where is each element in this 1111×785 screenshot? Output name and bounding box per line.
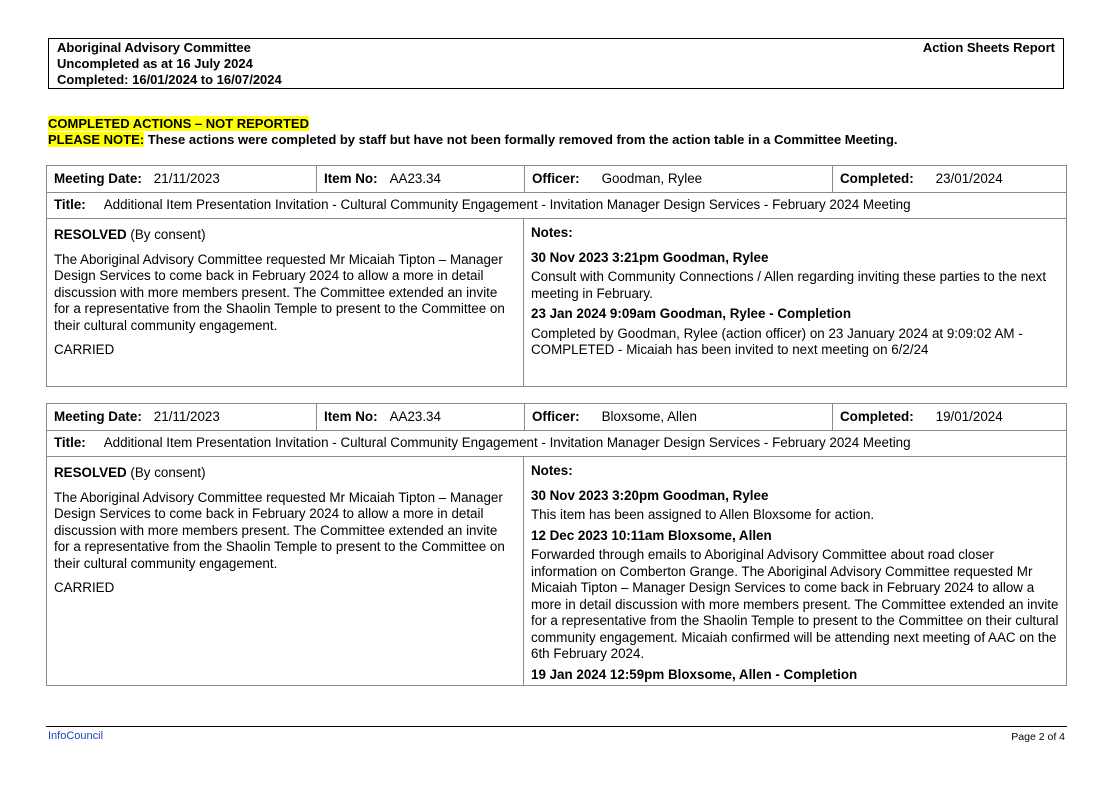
report-title: Action Sheets Report bbox=[922, 40, 1055, 55]
resolved-label: RESOLVED bbox=[54, 465, 127, 480]
item-no-label: Item No: bbox=[324, 171, 378, 186]
meeting-date-value: 21/11/2023 bbox=[153, 409, 220, 424]
title-value: Additional Item Presentation Invitation - Cultural Community Engagement - Invitation Manager Design Services - February 2024 Meeting bbox=[103, 197, 911, 212]
meta-row bbox=[47, 404, 1066, 431]
item-no-value: AA23.34 bbox=[389, 409, 441, 424]
resolution-column bbox=[47, 457, 524, 686]
action-sheet-2 bbox=[46, 403, 1067, 686]
note-text: This item has been assigned to Allen Bloxsome for action. bbox=[531, 507, 875, 522]
note-heading: 23 Jan 2024 9:09am Goodman, Rylee - Completion bbox=[531, 306, 851, 321]
officer-value: Goodman, Rylee bbox=[601, 171, 703, 186]
item-no-label: Item No: bbox=[324, 409, 378, 424]
please-note-text: These actions were completed by staff but have not been formally removed from the action table in a Committee Meeting. bbox=[144, 132, 898, 147]
resolution-text: The Aboriginal Advisory Committee requested Mr Micaiah Tipton – Manager Design Services to come back in February 2024 to allow a more in detail discussion with more members present. The Committee extended an invite for a representative from the Shaolin Temple to present to the Committee on their cultural community engagement. bbox=[54, 251, 505, 333]
notice-heading-text: COMPLETED ACTIONS – NOT REPORTED bbox=[48, 116, 309, 131]
sheet-body bbox=[47, 219, 1066, 387]
page-number: Page 2 of 4 bbox=[1011, 731, 1065, 743]
title-row bbox=[47, 431, 1066, 457]
resolution-status: CARRIED bbox=[54, 342, 115, 357]
sheet-body bbox=[47, 457, 1066, 686]
officer-label: Officer: bbox=[532, 409, 580, 424]
note-heading: 19 Jan 2024 12:59pm Bloxsome, Allen - Completion bbox=[531, 666, 858, 682]
completed-label: Completed: bbox=[840, 409, 914, 424]
meeting-date-cell bbox=[47, 166, 316, 192]
notice-heading bbox=[48, 116, 309, 132]
completed-label: Completed: bbox=[840, 171, 914, 186]
completed-range: Completed: 16/01/2024 to 16/07/2024 bbox=[57, 72, 282, 87]
footer-brand: InfoCouncil bbox=[48, 730, 104, 742]
completed-cell bbox=[832, 166, 1066, 192]
item-no-cell bbox=[316, 404, 524, 430]
resolved-line bbox=[54, 465, 516, 482]
notes-column bbox=[524, 219, 1066, 365]
title-value: Additional Item Presentation Invitation - Cultural Community Engagement - Invitation Manager Design Services - February 2024 Meeting bbox=[103, 435, 911, 450]
meeting-date-label: Meeting Date: bbox=[54, 171, 142, 186]
please-note bbox=[48, 132, 898, 148]
title-row bbox=[47, 193, 1066, 219]
footer-divider bbox=[46, 726, 1067, 727]
committee-name: Aboriginal Advisory Committee bbox=[57, 40, 251, 55]
action-sheet-1 bbox=[46, 165, 1067, 387]
resolved-suffix: (By consent) bbox=[126, 227, 206, 242]
resolved-label: RESOLVED bbox=[54, 227, 127, 242]
meeting-date-value: 21/11/2023 bbox=[153, 171, 220, 186]
officer-cell bbox=[524, 404, 832, 430]
title-label: Title: bbox=[54, 197, 86, 212]
resolution-text: The Aboriginal Advisory Committee requested Mr Micaiah Tipton – Manager Design Services to come back in February 2024 to allow a more in detail discussion with more members present. The Committee extended an invite for a representative from the Shaolin Temple to present to the Committee on their cultural community engagement. bbox=[54, 489, 505, 571]
officer-cell bbox=[524, 166, 832, 192]
completed-cell bbox=[832, 404, 1066, 430]
note-text: Consult with Community Connections / Allen regarding inviting these parties to the next meeting in February. bbox=[531, 269, 1047, 301]
uncompleted-date: Uncompleted as at 16 July 2024 bbox=[57, 56, 253, 71]
meeting-date-cell bbox=[47, 404, 316, 430]
officer-label: Officer: bbox=[532, 171, 580, 186]
meeting-date-label: Meeting Date: bbox=[54, 409, 142, 424]
completed-value: 19/01/2024 bbox=[935, 409, 1003, 424]
notes-label: Notes: bbox=[531, 225, 573, 240]
note-text: Forwarded through emails to Aboriginal Advisory Committee about road closer information on Comberton Grange. The Aboriginal Advisory Committee requested Mr Micaiah Tipton – Manager Design Services to come back in February 2024 to allow a more in detail discussion with more members present. The Committee extended an invite for a representative from the Shaolin Temple to present to the Committee on their cultural community engagement. Micaiah confirmed will be attending next meeting of AAC on the 6th February 2024. bbox=[531, 547, 1059, 661]
please-note-label: PLEASE NOTE: bbox=[48, 132, 145, 147]
officer-value: Bloxsome, Allen bbox=[601, 409, 697, 424]
meta-row bbox=[47, 166, 1066, 193]
report-header bbox=[48, 38, 1064, 89]
item-no-cell bbox=[316, 166, 524, 192]
notes-column bbox=[524, 457, 1066, 689]
item-no-value: AA23.34 bbox=[389, 171, 441, 186]
note-heading: 30 Nov 2023 3:20pm Goodman, Rylee bbox=[531, 487, 769, 503]
note-heading: 30 Nov 2023 3:21pm Goodman, Rylee bbox=[531, 249, 769, 265]
notes-label: Notes: bbox=[531, 463, 573, 478]
note-text: Completed by Goodman, Rylee (action officer) on 23 January 2024 at 9:09:02 AM - COMPLETED - Micaiah has been invited to next meeting on 6/2/24 bbox=[531, 325, 1023, 357]
resolved-suffix: (By consent) bbox=[126, 465, 206, 480]
note-heading: 12 Dec 2023 10:11am Bloxsome, Allen bbox=[531, 527, 772, 543]
resolution-column bbox=[47, 219, 524, 387]
title-label: Title: bbox=[54, 435, 86, 450]
completed-value: 23/01/2024 bbox=[935, 171, 1003, 186]
resolution-status: CARRIED bbox=[54, 580, 115, 595]
resolved-line bbox=[54, 227, 516, 244]
